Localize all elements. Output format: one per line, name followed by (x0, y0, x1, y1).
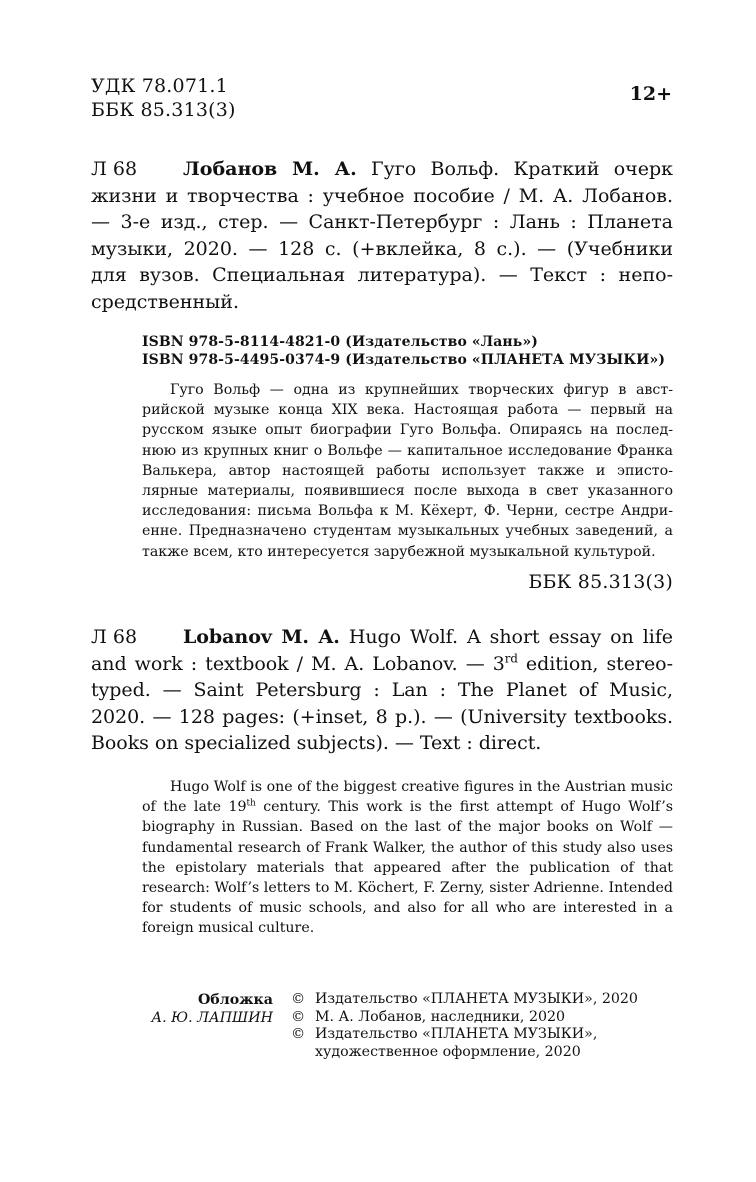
cover-credit-artist: А. Ю. ЛАПШИН (151, 1010, 273, 1026)
copyright-item (291, 1009, 691, 1027)
author-ru: Лобанов М. А. (183, 158, 357, 180)
bbk-code-top: ББК 85.313(3) (91, 99, 236, 121)
abstract-en (142, 777, 673, 939)
abstract-ru: Гуго Вольф — одна из крупнейших творческих фигур в австрийской музыке конца XIX века. Настоящая работа — первый на русском языке опыт биографии Гуго Вольфа. Опираясь на последнюю из крупных книг о Вольфе — капитальное исследование Франка Валькера, автор настоящей работы использует также и эпистолярные материалы, появившиеся после выхода в свет указанного исследования: письма Вольфа к М. Кёхерт, Ф. Черни, сестре Андриенне. Предназначено студентам музыкальных учебных заведений, а также всем, кто интересуется зарубежной музыкальной культурой. (142, 382, 673, 560)
isbn-planeta: ISBN 978-5-4495-0374-9 (Издательство «ПЛАНЕТА МУЗЫКИ») (142, 352, 666, 368)
catalog-code-ru: Л 68 (91, 158, 138, 180)
abstract-en-a: Hugo Wolf is one of the biggest creative figures in the Austrian music of the late 19 (142, 779, 673, 816)
century-ordinal-suffix: th (246, 798, 256, 809)
entry-text-ru: Гуго Вольф. Краткий очерк жизни и творчества : учебное пособие / М. А. Лобанов. — 3-е изд., стер. — Санкт-Петербург : Лань : Планета музыки, 2020. — 128 с. (+вклейка, 8 с.). — (Учебники для вузов. Специальная литература). — Текст : непосредственный. (91, 158, 673, 313)
copyright-item (291, 991, 691, 1009)
copyright-text: Издательство «ПЛАНЕТА МУЗЫКИ», художественное оформление, 2020 (315, 1026, 598, 1060)
copyright-symbol: © (291, 1008, 306, 1025)
cover-credit-label: Обложка (197, 992, 273, 1008)
edition-ordinal-suffix: rd (504, 651, 518, 666)
author-en: Lobanov M. A. (183, 626, 340, 648)
copyright-symbol: © (291, 1026, 306, 1042)
copyright-list (291, 991, 691, 1061)
catalog-entry-ru (91, 156, 673, 315)
copyright-text: М. А. Лобанов, наследники, 2020 (315, 1008, 566, 1025)
bbk-code-bottom: ББК 85.313(3) (528, 571, 673, 593)
entry-text-en-a: Hugo Wolf. A short essay on life and work : textbook / M. A. Lobanov. — 3 (91, 626, 673, 675)
copyright-item (291, 1026, 691, 1061)
entry-text-en-b: edition, stereotyped. — Saint Petersburg : Lan : The Planet of Music, 2020. — 128 pages: (+inset, 8 p.). — (University textbooks. Books on specialized subjects). — Text : direct. (91, 652, 673, 754)
age-rating: 12+ (629, 83, 672, 105)
catalog-code-en: Л 68 (91, 626, 138, 648)
copyright-symbol: © (291, 991, 306, 1007)
copyright-text: Издательство «ПЛАНЕТА МУЗЫКИ», 2020 (315, 991, 638, 1007)
isbn-lan: ISBN 978-5-8114-4821-0 (Издательство «Лань») (142, 334, 538, 350)
udk-code: УДК 78.071.1 (91, 75, 228, 97)
abstract-en-b: century. This work is the first attempt of Hugo Wolf’s biography in Russian. Based on the last of the major books on Wolf — fundamental research of Frank Walker, the author of this study also uses the epistolary materials that appeared after the publication of that research: Wolf’s letters to M. Köchert, F. Zerny, sister Adrienne. Intended for students of music schools, and also for all who are interested in a foreign musical culture. (142, 799, 673, 937)
catalog-entry-en (91, 624, 673, 757)
